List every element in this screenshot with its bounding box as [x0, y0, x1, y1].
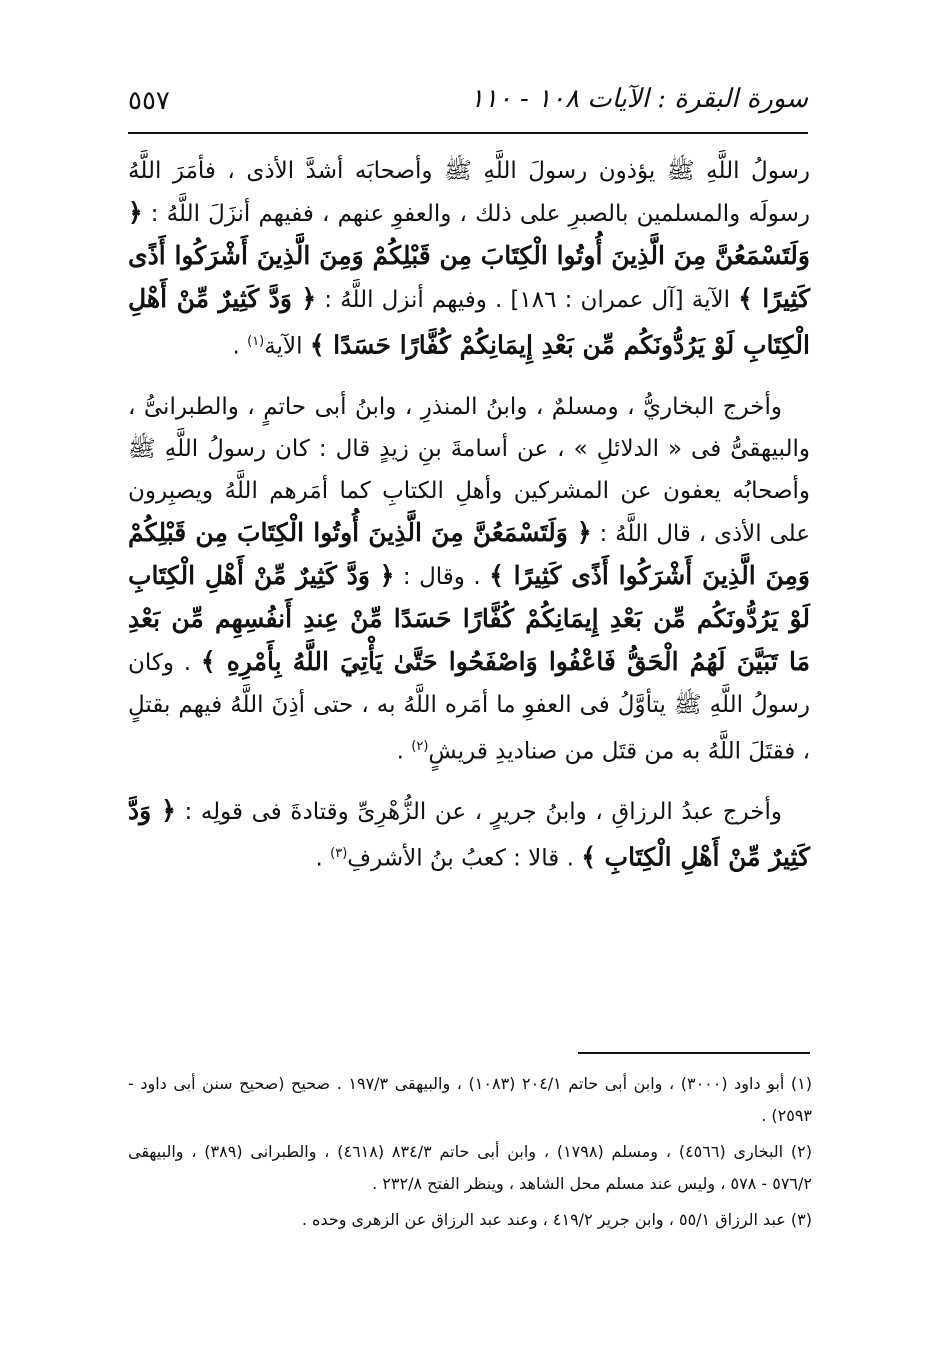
text-segment: وأخرج عبدُ الرزاقِ ، وابنُ جريرٍ ، عن الزُّهْرِىِّ وقتادةَ فى قولِه : — [175, 799, 782, 826]
text-segment: . — [315, 845, 331, 872]
footnote-marker[interactable]: (٣) — [330, 846, 348, 862]
text-segment: . — [396, 738, 412, 765]
quran-verse: ﴿ وَلَتَسْمَعُنَّ مِنَ الَّذِينَ أُوتُوا الْكِتَابَ مِن قَبْلِكُمْ وَمِنَ الَّذِينَ أَشْرَكُوا أَذًى كَثِيرًا ﴾ — [128, 198, 810, 313]
text-segment: الآية [آل عمران : ١٨٦] . وفيهم أنزل اللَّهُ : — [316, 287, 739, 313]
text-segment: وأخرج البخاريُّ ، ومسلمٌ ، وابنُ المنذرِ ، وابنُ أبى حاتمٍ ، والطبرانىُّ ، والبيهقىُّ فى « الدلائلِ » ، عن أسامةَ بنِ زيدٍ قال : كان رسولُ اللَّهِ ﷺ وأصحابُه يعفون عن المشركين وأهلِ الكتابِ كما أمَرهم اللَّهُ ويصبِرون على الأذى ، قال اللَّهُ : — [128, 393, 811, 547]
footnote-2: (٢) البخارى (٤٥٦٦) ، ومسلم (١٧٩٨) ، وابن أبى حاتم ٨٣٤/٣ (٤٦١٨) ، والطبرانى (٣٨٩) ، والبيهقى ٥٧٦/٢ - ٥٧٨ ، وليس عند مسلم محل الشاهد ، وينظر الفتح ٢٣٢/٨ . — [128, 1142, 812, 1193]
footnote-divider — [578, 1052, 810, 1054]
page-number: ٥٥٧ — [128, 86, 170, 116]
text-segment: . وكان رسولُ اللَّهِ ﷺ يتأوَّلُ فى العفوِ ما أمَره اللَّهُ به ، حتى أذِنَ اللَّهُ فيهم بقتلٍ ، فقتَلَ اللَّهُ به من قتَل من صناديدِ قريشٍ — [128, 649, 810, 765]
text-segment: الآية — [264, 333, 310, 360]
quran-verse: ﴿ وَدَّ كَثِيرٌ مِّنْ أَهْلِ الْكِتَابِ لَوْ يَرُدُّونَكُم مِّن بَعْدِ إِيمَانِكُمْ كُفَّارًا حَسَدًا مِّنْ عِندِ أَنفُسِهِم مِّن بَعْدِ مَا تَبَيَّنَ لَهُمُ الْحَقُّ فَاعْفُوا وَاصْفَحُوا حَتَّىٰ يَأْتِيَ اللَّهُ بِأَمْرِهِ ﴾ — [128, 560, 810, 676]
paragraph-2 — [128, 386, 810, 773]
text-segment: . — [232, 333, 248, 360]
footnote-1: (١) أبو داود (٣٠٠٠) ، وابن أبى حاتم ٢٠٤/١ (١٠٨٣) ، والبيهقى ١٩٧/٣ . صحيح (صحيح سنن أبى داود - ٢٥٩٣) . — [128, 1074, 813, 1125]
header-divider — [128, 132, 808, 134]
quran-verse: ﴿ وَدَّ كَثِيرٌ مِّنْ أَهْلِ الْكِتَابِ ﴾ — [128, 796, 810, 872]
running-title: سورة البقرة : الآيات ١٠٨ - ١١٠ — [469, 84, 808, 114]
text-segment: رسولُ اللَّهِ ﷺ يؤذون رسولَ اللَّهِ ﷺ وأصحابَه أشدَّ الأذى ، فأمَرَ اللَّهُ رسولَه والمسلمين بالصبرِ على ذلك ، والعفوِ عنهم ، ففيهم أنزَلَ اللَّهُ : — [128, 158, 810, 227]
footnote-marker[interactable]: (١) — [247, 334, 265, 349]
footnote-marker[interactable]: (٢) — [411, 738, 429, 754]
footnote-3: (٣) عبد الرزاق ٥٥/١ ، وابن جرير ٤١٩/٢ ، وعند عبد الرزاق عن الزهرى وحده . — [301, 1210, 812, 1229]
text-segment: . وقال : — [394, 563, 490, 590]
text-segment: . قالا : كعبُ بنُ الأشرفِ — [347, 845, 582, 872]
quran-verse: ﴿ وَدَّ كَثِيرٌ مِّنْ أَهْلِ الْكِتَابِ لَوْ يَرُدُّونَكُم مِّن بَعْدِ إِيمَانِكُمْ كُفَّارًا حَسَدًا ﴾ — [128, 284, 810, 360]
paragraph-1 — [128, 150, 810, 368]
page-header — [128, 84, 808, 126]
paragraph-3 — [128, 790, 810, 880]
footnotes-section — [128, 1068, 812, 1240]
quran-verse: ﴿ وَلَتَسْمَعُنَّ مِنَ الَّذِينَ أُوتُوا الْكِتَابَ مِن قَبْلِكُمْ وَمِنَ الَّذِينَ أَشْرَكُوا أَذًى كَثِيرًا ﴾ — [128, 517, 810, 590]
main-text — [128, 150, 810, 898]
